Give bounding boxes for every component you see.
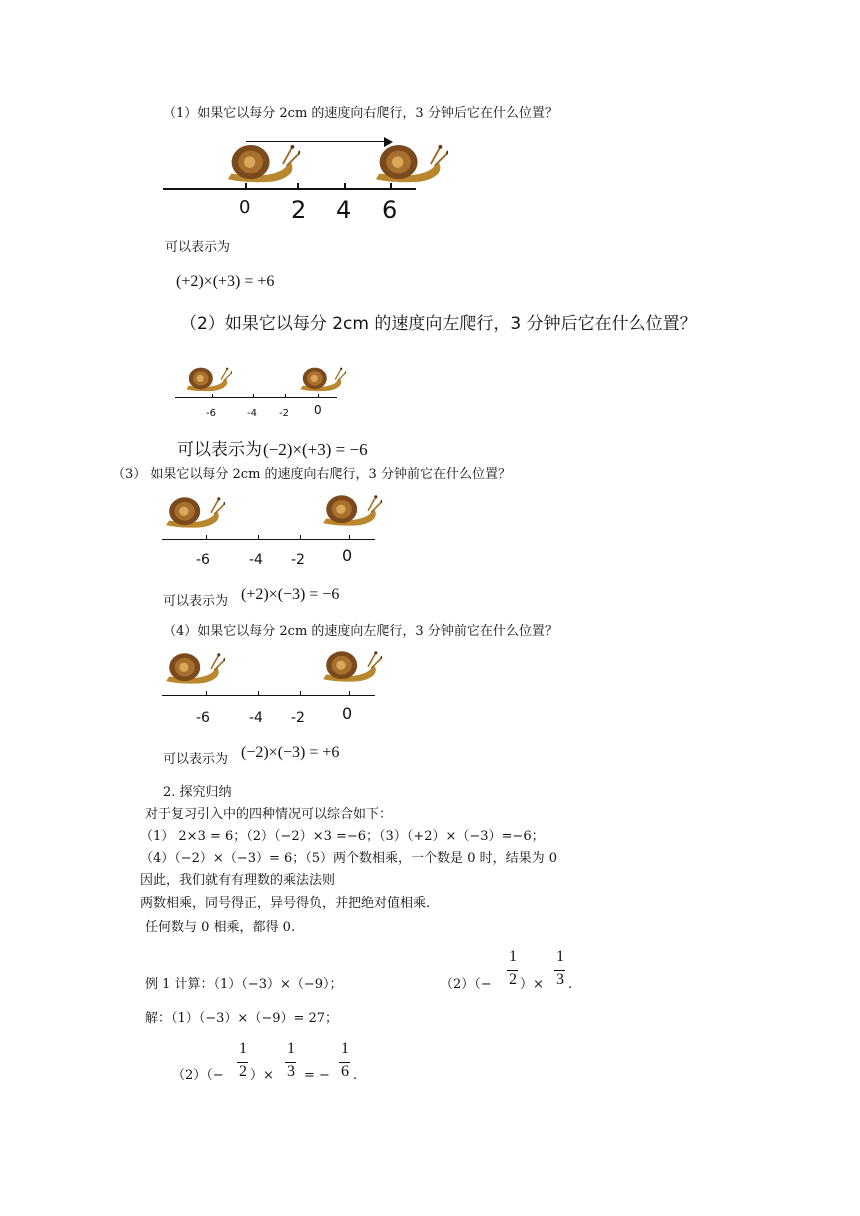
example-label: 例 1 计算：（1）（−3）×（−9）； [145,977,343,992]
tick-mark [344,183,346,189]
solution-end: . [353,1068,358,1083]
fraction-denominator: 2 [239,1063,247,1080]
fraction-numerator: 1 [509,948,517,965]
section-heading: 2. 探究归纳 [163,785,232,800]
example-times: ）× [520,977,544,992]
tick-mark [300,535,301,539]
snail-icon [224,140,300,186]
tick-label: 2 [291,196,307,224]
q3-question: （3） 如果它以每分 2cm 的速度向右爬行，3 分钟前它在什么位置？ [112,467,511,482]
fraction-denominator: 3 [556,971,564,988]
tick-label: -4 [249,710,263,726]
tick-label: 0 [314,403,322,417]
snail-icon [320,490,382,530]
tick-label: 0 [239,197,251,218]
snail-icon [163,492,225,532]
q4-caption: 可以表示为 [163,752,229,767]
snail-icon [184,364,232,394]
solution-equals: = − [304,1068,330,1083]
q2-formula: (−2)×(+3) = −6 [263,440,368,459]
q2-caption: 可以表示为 [177,440,262,460]
rule-line: 两数相乘，同号得正，异号得负，并把绝对值相乘. [140,896,431,911]
tick-label: -6 [206,408,216,419]
fraction-numerator: 1 [556,948,564,965]
snail-icon [372,140,448,186]
tick-mark [253,394,254,398]
summary-line: 对于复习引入中的四种情况可以综合如下： [145,807,393,822]
number-line-axis [162,539,375,540]
summary-line: 因此，我们就有有理数的乘法法则 [140,873,336,888]
tick-mark [206,691,207,695]
tick-mark [245,183,247,189]
tick-mark [349,535,350,539]
q3-formula: (+2)×(−3) = −6 [241,586,340,603]
tick-label: -6 [196,710,210,726]
tick-mark [390,183,392,189]
q2-question: （2）如果它以每分 2cm 的速度向左爬行，3 分钟后它在什么位置？ [180,314,697,334]
tick-label: -2 [291,710,305,726]
snail-icon [320,646,382,686]
tick-label: 0 [342,546,353,565]
tick-label: -6 [196,552,210,568]
number-line-axis [175,397,337,398]
number-line-axis [162,695,375,696]
tick-label: 0 [342,704,353,723]
tick-mark [285,394,286,398]
tick-mark [318,394,319,398]
tick-mark [300,691,301,695]
q1-question: （1）如果它以每分 2cm 的速度向右爬行，3 分钟后它在什么位置？ [163,106,558,121]
q3-caption: 可以表示为 [163,594,229,609]
q1-caption: 可以表示为 [165,240,231,255]
fraction-denominator: 2 [509,971,517,988]
tick-mark [297,183,299,189]
summary-line: （1） 2×3 = 6；（2）（−2）×3 =−6；（3）（+2）×（−3）=−6； [140,829,545,844]
snail-icon [163,648,225,688]
q4-formula: (−2)×(−3) = +6 [241,744,340,761]
fraction-numerator: 1 [239,1040,247,1057]
rule-line: 任何数与 0 相乘，都得 0. [145,920,296,935]
tick-mark [212,394,213,398]
tick-label: 6 [382,196,398,224]
tick-mark [258,691,259,695]
tick-label: 4 [336,196,352,224]
summary-line: （4）（−2）×（−3）= 6；（5）两个数相乘，一个数是 0 时，结果为 0 [140,851,557,866]
fraction-numerator: 1 [341,1040,349,1057]
tick-mark [349,691,350,695]
tick-mark [206,535,207,539]
q4-question: （4）如果它以每分 2cm 的速度向左爬行，3 分钟前它在什么位置？ [163,624,558,639]
solution-times: ）× [250,1068,274,1083]
tick-label: -4 [247,408,257,419]
solution-part2-prefix: （2）（− [172,1068,224,1083]
snail-icon [298,364,346,394]
example-end: . [568,977,573,992]
q1-formula: (+2)×(+3) = +6 [176,273,275,290]
fraction-numerator: 1 [287,1040,295,1057]
tick-label: -2 [279,408,289,419]
number-line-axis [163,188,416,190]
tick-mark [258,535,259,539]
fraction-denominator: 3 [287,1063,295,1080]
example-part2-prefix: （2）（− [440,977,492,992]
fraction-denominator: 6 [341,1063,349,1080]
solution-line: 解：（1）（−3）×（−9）= 27； [145,1011,339,1026]
tick-label: -4 [249,552,263,568]
tick-label: -2 [291,552,305,568]
